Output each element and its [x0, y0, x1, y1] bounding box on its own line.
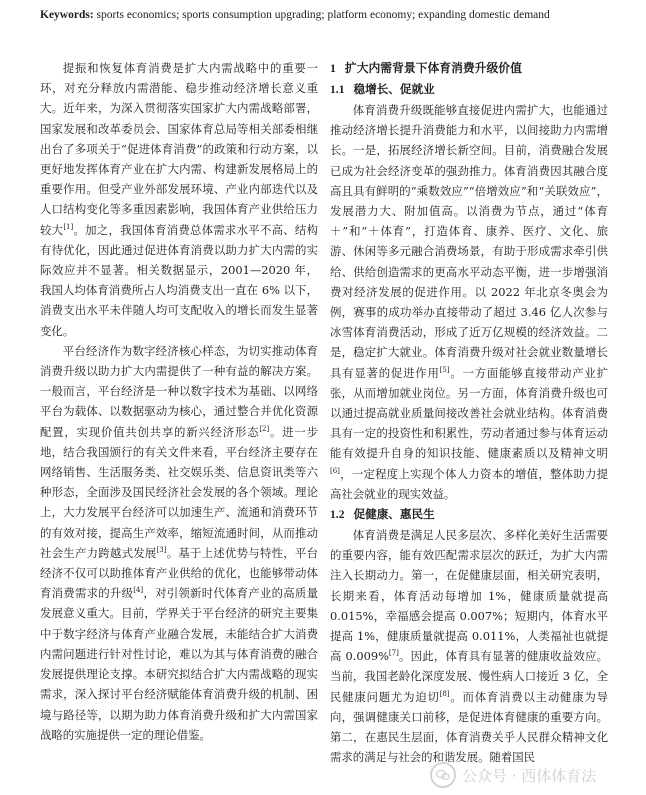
section-number: 1 — [330, 61, 336, 75]
text-run: ，对引领新时代体育产业的高质量发展意义重大。目前，学界关于平台经济的研究主要集中于数字经济与体育产业融合发展，未能结合扩大消费内需问题进行针对性讨论，难以为其与体育消费的融合发展提供理论支撑。本研究拟结合扩大内需战略的现实需求，深入探讨平台经济赋能体育消费升级的机制、困境与路径等，以期为助力体育消费升级和扩大内需国家战略的实施提供一定的理论借鉴。 — [40, 586, 318, 742]
watermark — [430, 760, 640, 790]
right-column — [330, 58, 608, 768]
text-run: 。进一步地，结合我国颁行的有关文件来看，平台经济主要存在网络销售、生活服务类、社交娱乐类、信息资讯类等六种形态，全面涉及国民经济社会发展的各个领域。理论上，大力发展平台经济可以加速生产、流通和消费环节的有效对接，提高生产效率，缩短流通时间，从而推动社会生产力跨越式发展 — [40, 424, 318, 560]
subsection-heading-2 — [330, 504, 608, 525]
section-heading — [330, 58, 608, 79]
section-title: 扩大内需背景下体育消费升级价值 — [344, 61, 522, 75]
subsection-number: 1.1 — [330, 83, 345, 96]
text-run: 平台经济作为数字经济核心样态，为切实推动体育消费升级以助力扩大内需提供了一种有益的解决方案。一般而言，平台经济是一种以数字技术为基础、以网络平台为载体、以数据驱动为核心，通过整合并优化资源配置，实现价值共创共享的新兴经济形态 — [40, 343, 318, 439]
citation-ref: [1] — [63, 222, 74, 231]
text-run: 体育消费升级既能够直接促进内需扩大，也能通过推动经济增长提升消费能力和水平，以间接助力内需增长。一是，拓展经济增长新空间。目前，消费融合发展已成为社会经济变革的强劲推力。体育消费因其融合度高且具有鲜明的“乘数效应”“倍增效应”和“关联效应”，发展潜力大、附加值高。以消费为节点，通过“体育＋”和“＋体育”，打造体育、康养、医疗、文化、旅游、休闲等多元融合消费场景，有助于形成需求牵引供给、供给创造需求的更高水平动态平衡，进一步增强消费对经济发展的促进作用。以 2022 年北京冬奥会为例，赛事的成功举办直接带动了超过 3.46 亿人次参与冰雪体育消费活动，形成了近万亿规模的经济效益。二是，稳定扩大就业。体育消费升级对社会就业数量增长具有显著的促进作用 — [330, 103, 608, 380]
keywords-text: sports economics; sports consumption upgrading; platform economy; expanding domestic demand — [93, 9, 550, 21]
subsection-2-paragraph — [330, 525, 608, 767]
citation-ref: [7] — [388, 649, 399, 658]
citation-ref: [8] — [439, 689, 450, 698]
watermark-text: 公众号 · 西体体育法 — [462, 766, 597, 785]
subsection-heading-1 — [330, 79, 608, 100]
intro-paragraph-2 — [40, 341, 318, 745]
subsection-title: 促健康、惠民生 — [353, 507, 435, 522]
keywords-line — [40, 6, 620, 24]
citation-ref: [3] — [156, 545, 167, 554]
subsection-title: 稳增长、促就业 — [353, 82, 435, 96]
intro-paragraph-1 — [40, 58, 318, 341]
text-run: 提振和恢复体育消费是扩大内需战略中的重要一环，对充分释放内需潜能、稳步推动经济增长意义重大。近年来，为深入贯彻落实国家扩大内需战略部署，国家发展和改革委员会、国家体育总局等相关部委相继出台了多项关于“促进体育消费”的政策和行动方案，以更好地发挥体育产业在扩大内需、构建新发展格局上的重要作用。但受产业外部发展环境、产业内部迭代以及人口结构变化等多重因素影响，我国体育产业供给压力较大 — [40, 61, 318, 237]
text-run: 。而体育消费以主动健康为导向，强调健康关口前移，是促进体育健康的重要方向。第二，在惠民生层面，体育消费关乎人民群众精神文化需求的满足与社会的和谐发展。随着国民 — [330, 689, 608, 765]
citation-ref: [5] — [439, 365, 450, 374]
text-run: ，一定程度上实现个体人力资本的增值，整体助力提高社会就业的现实效益。 — [330, 466, 608, 501]
wechat-logo-icon — [430, 762, 456, 788]
keywords-label: Keywords: — [40, 9, 94, 21]
citation-ref: [4] — [133, 586, 144, 595]
subsection-number: 1.2 — [330, 508, 345, 522]
left-column — [40, 58, 318, 745]
citation-ref: [6] — [330, 466, 340, 475]
text-run: 体育消费是满足人民多层次、多样化美好生活需要的重要内容，能有效匹配需求层次的跃迁，为扩大内需注入长期动力。第一，在促健康层面，相关研究表明，长期来看，体育活动每增加 1%，健康质量就提高 0.015%，幸福感会提高 0.007%；短期内，体育水平提高 1%，健康质量就提高 0.011%，人类福祉也就提高 0.009% — [330, 528, 608, 664]
text-run: 。因此，体育具有显著的健康收益效应。当前，我国老龄化深度发展、慢性病人口接近 3 亿，全民健康问题尤为迫切 — [330, 649, 608, 704]
citation-ref: [2] — [259, 424, 270, 433]
text-run: 。基于上述优势与特性，平台经济不仅可以助推体育产业供给的优化，也能够带动体育消费需求的升级 — [40, 545, 318, 601]
subsection-1-paragraph — [330, 100, 608, 504]
text-run: 。加之，我国体育消费总体需求水平不高、结构有待优化，因此通过促进体育消费以助力扩大内需的实际效应并不显著。相关数据显示，2001—2020 年，我国人均体育消费所占人均消费支出一直在 6% 以下，消费支出水平未伴随人均可支配收入的增长而发生显著变化。 — [40, 222, 318, 338]
text-run: 。一方面能够直接带动产业扩张，从而增加就业岗位。另一方面，体育消费升级也可以通过提高就业质量间接改善社会就业结构。体育消费具有一定的投资性和积累性，劳动者通过参与体育运动能有效提升自身的知识技能、健康素质以及精神文明 — [330, 365, 608, 461]
